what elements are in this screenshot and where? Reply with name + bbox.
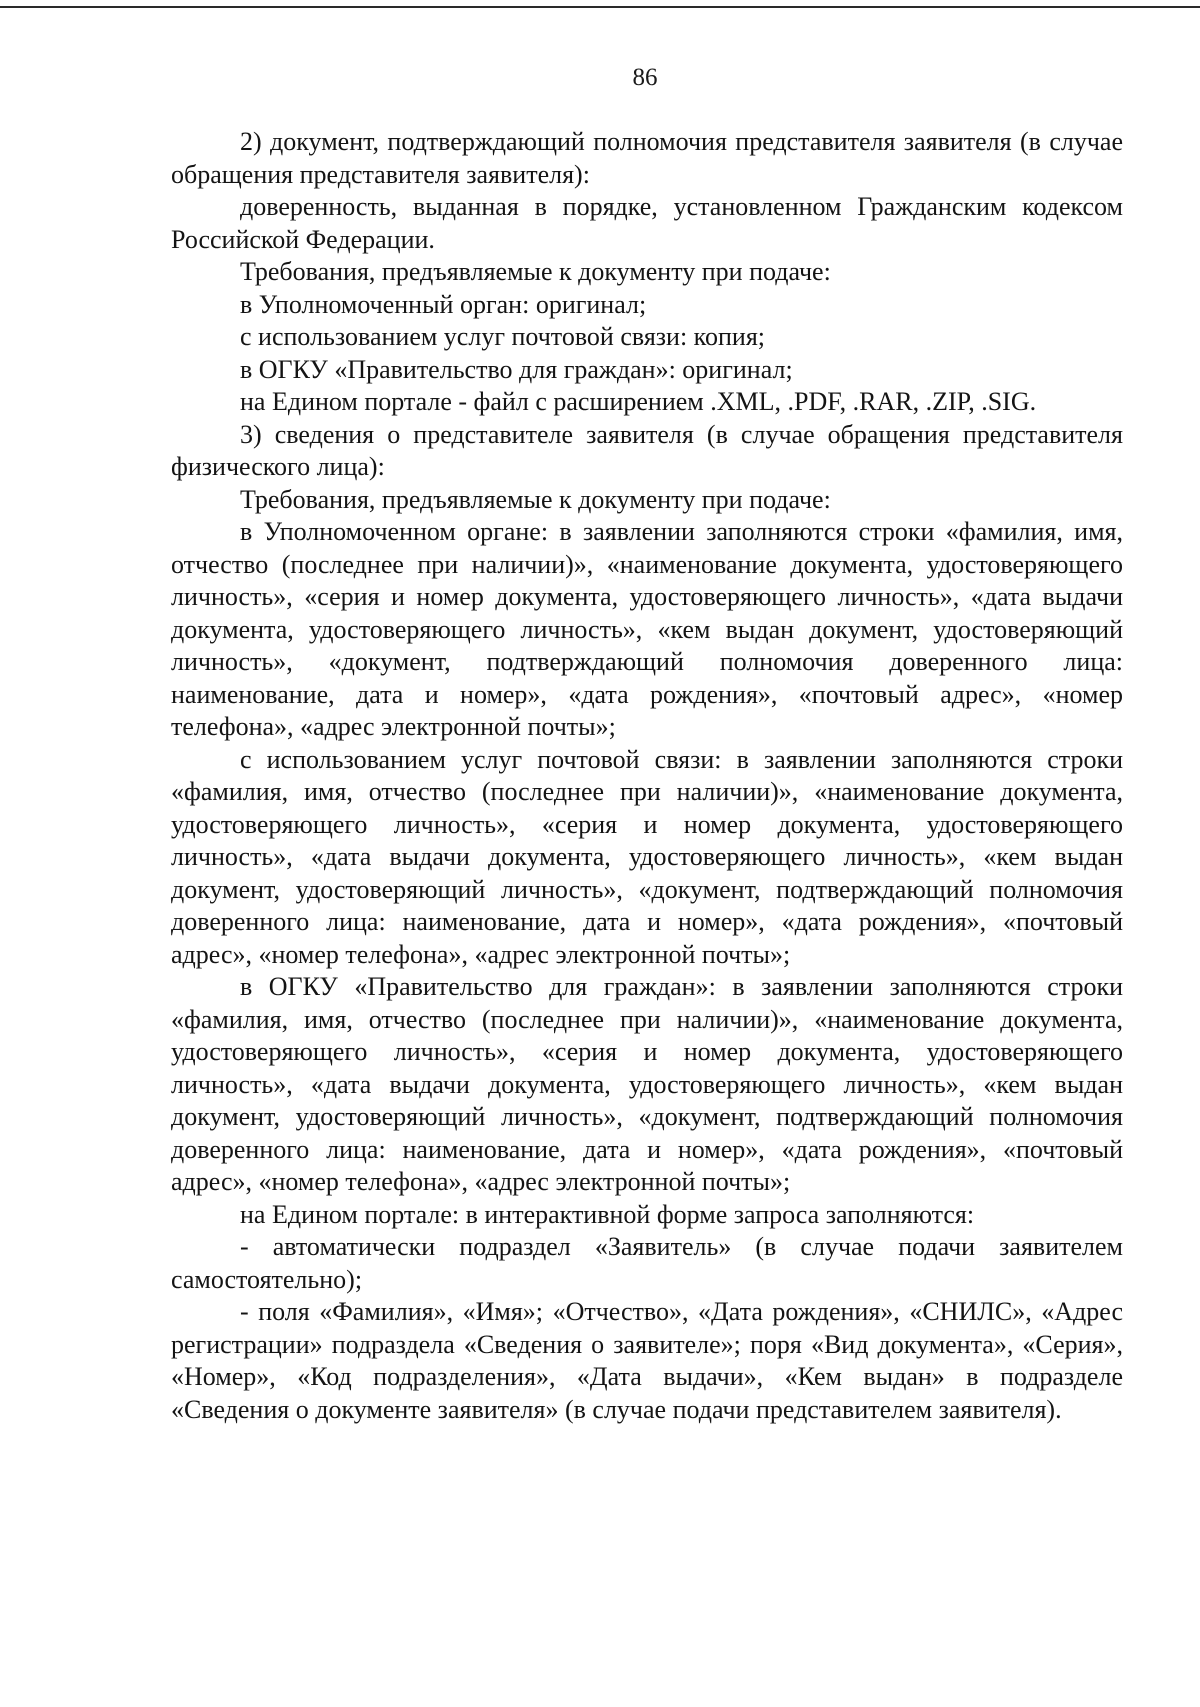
paragraph: Требования, предъявляемые к документу при подаче:	[240, 484, 831, 514]
paragraph: - поля «Фамилия», «Имя»; «Отчество», «Дата рождения», «СНИЛС», «Адрес регистрации» подраздела «Сведения о заявителе»; поря «Вид документа», «Серия», «Номер», «Код подразделения», «Дата выдачи», «Кем выдан» в подразделе «Сведения о документе заявителя» (в случае подачи представителем заявителя).	[171, 1297, 1123, 1424]
page-number: 86	[632, 64, 658, 91]
paragraph: Требования, предъявляемые к документу при подаче:	[240, 257, 831, 286]
paragraph: с использованием услуг почтовой связи: копия;	[240, 322, 766, 351]
paragraph: 3) сведения о представителе заявителя (в случае обращения представителя физического лица):	[171, 419, 1123, 481]
document-body	[171, 126, 1123, 1426]
paragraph: на Едином портале: в интерактивной форме запроса заполняются:	[240, 1199, 975, 1229]
paragraph: 2) документ, подтверждающий полномочия представителя заявителя (в случае обращения представителя заявителя):	[171, 127, 1123, 189]
paragraph: с использованием услуг почтовой связи: в заявлении заполняются строки «фамилия, имя, отчество (последнее при наличии)», «наименование документа, удостоверяющего личность», «серия и номер документа, удостоверяющего личность», «дата выдачи документа, удостоверяющего личность», «кем выдан документ, удостоверяющий личность», «документ, подтверждающий полномочия доверенного лица: наименование, дата и номер», «дата рождения», «почтовый адрес», «номер телефона», «адрес электронной почты»;	[171, 744, 1123, 969]
paragraph: - автоматически подраздел «Заявитель» (в случае подачи заявителем самостоятельно);	[171, 1232, 1123, 1294]
paragraph: в ОГКУ «Правительство для граждан»: в заявлении заполняются строки «фамилия, имя, отчество (последнее при наличии)», «наименование документа, удостоверяющего личность», «серия и номер документа, удостоверяющего личность», «дата выдачи документа, удостоверяющего личность», «кем выдан документ, удостоверяющий личность», «документ, подтверждающий полномочия доверенного лица: наименование, дата и номер», «дата рождения», «почтовый адрес», «номер телефона», «адрес электронной почты»;	[171, 972, 1123, 1196]
paragraph: доверенность, выданная в порядке, установленном Гражданским кодексом Российской Федерации.	[171, 192, 1123, 254]
paragraph: в ОГКУ «Правительство для граждан»: оригинал;	[240, 354, 793, 384]
paragraph: в Уполномоченный орган: оригинал;	[240, 289, 647, 319]
paragraph: на Едином портале - файл с расширением .XML, .PDF, .RAR, .ZIP, .SIG.	[240, 387, 1037, 416]
paragraph: в Уполномоченном органе: в заявлении заполняются строки «фамилия, имя, отчество (последнее при наличии)», «наименование документа, удостоверяющего личность», «серия и номер документа, удостоверяющего личность», «дата выдачи документа, удостоверяющего личность», «кем выдан документ, удостоверяющий личность», «документ, подтверждающий полномочия доверенного лица: наименование, дата и номер», «дата рождения», «почтовый адрес», «номер телефона», «адрес электронной почты»;	[171, 517, 1123, 741]
